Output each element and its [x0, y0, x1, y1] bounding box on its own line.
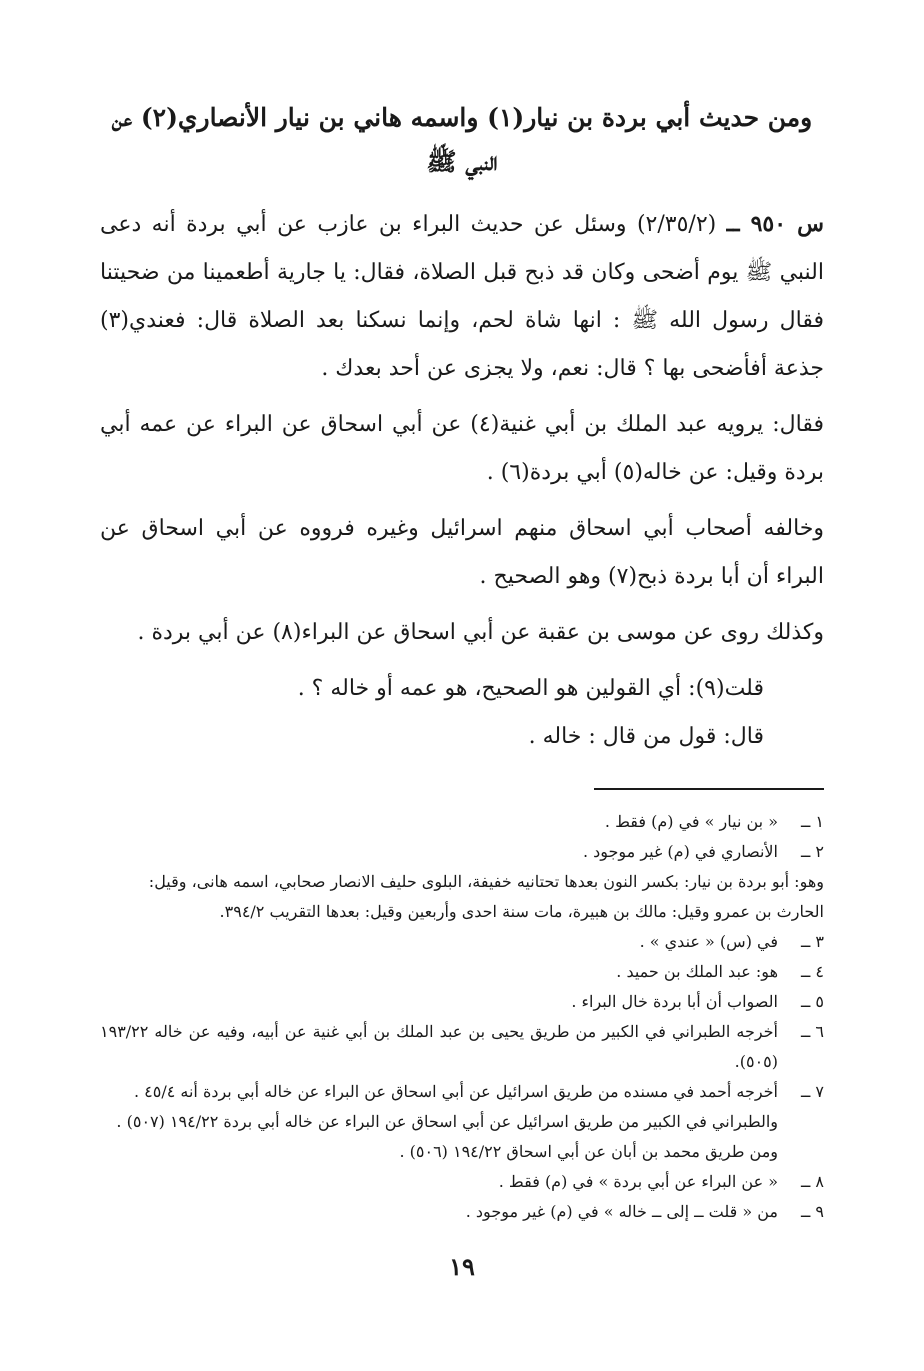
question-number: س ٩٥٠ ــ: [726, 211, 824, 237]
footnote-4: [100, 957, 824, 987]
footnote-text: « عن البراء عن أبي بردة » في (م) فقط .: [498, 1172, 778, 1191]
footnote-7: [100, 1077, 824, 1107]
footnote-text: الصواب أن أبا بردة خال البراء .: [571, 992, 778, 1011]
footnote-number: ٧ ــ: [800, 1082, 824, 1101]
footnote-1: [100, 807, 824, 837]
footnote-8: [100, 1167, 824, 1197]
footnote-5: [100, 987, 824, 1017]
footnote-2: [100, 837, 824, 867]
page-number: ١٩: [449, 1252, 475, 1281]
footnote-7-line: والطبراني في الكبير من طريق اسرائيل عن أبي اسحاق عن البراء عن خاله أبي بردة ١٩٤/٢٢ (٥٠٧) .: [116, 1112, 778, 1131]
footnote-7-line: ومن طريق محمد بن أبان عن أبي اسحاق ١٩٤/٢٢ (٥٠٦) .: [399, 1142, 778, 1161]
footnotes: [100, 807, 824, 1227]
dialogue-answer: قال: قول من قال : خاله .: [528, 724, 764, 749]
footnote-9: [100, 1197, 824, 1227]
footnote-number: ٥ ــ: [800, 992, 824, 1011]
footnote-number: ٨ ــ: [800, 1172, 824, 1191]
answer-paragraph-1: فقال: يرويه عبد الملك بن أبي غنية(٤) عن أبي اسحاق عن البراء عن عمه أبي بردة وقيل: عن خاله(٥) أبي بردة(٦) .: [100, 412, 824, 485]
footnote-6: [100, 1017, 824, 1077]
footnote-text: أخرجه الطبراني في الكبير من طريق يحيى بن عبد الملك بن أبي غنية عن أبيه، وفيه عن خاله ١٩٣/٢٢ (٥٠٥).: [100, 1022, 778, 1071]
footnote-text: أخرجه أحمد في مسنده من طريق اسرائيل عن أبي اسحاق عن البراء عن خاله أبي بردة أنه ٤٥/٤ .: [133, 1082, 778, 1101]
footnote-text: في (س) « عندي » .: [639, 932, 778, 951]
footnote-number: ٣ ــ: [800, 932, 824, 951]
question-paragraph: [100, 200, 824, 393]
dialogue-question: قلت(٩): أي القولين هو الصحيح، هو عمه أو خاله ؟ .: [297, 676, 764, 701]
footnote-text: الأنصاري في (م) غير موجود .: [582, 842, 778, 861]
answer-paragraph-3: وكذلك روى عن موسى بن عقبة عن أبي اسحاق عن البراء(٨) عن أبي بردة .: [137, 620, 824, 645]
section-heading: ومن حديث أبي بردة بن نيار(١) واسمه هاني بن نيار الأنصاري(٢) عن النبي ﷺ: [111, 103, 813, 176]
footnote-text: هو: عبد الملك بن حميد .: [616, 962, 778, 981]
footnote-number: ٢ ــ: [800, 842, 824, 861]
footnote-number: ٩ ــ: [800, 1202, 824, 1221]
footnote-divider: [594, 788, 824, 790]
main-text: [100, 200, 824, 761]
footnote-2-continuation: الحارث بن عمرو وقيل: مالك بن هبيرة، مات سنة احدى وأربعين وقيل: بعدها التقريب ٣٩٤/٢.: [219, 902, 824, 921]
footnote-3: [100, 927, 824, 957]
answer-paragraph-2: وخالفه أصحاب أبي اسحاق منهم اسرائيل وغيره فرووه عن أبي اسحاق عن البراء أن أبا بردة ذبح(٧) وهو الصحيح .: [100, 516, 824, 589]
footnote-2-continuation: وهو: أبو بردة بن نيار: بكسر النون بعدها تحتانيه خفيفة، البلوى حليف الانصار صحابي، اسمه هانى، وقيل:: [148, 872, 824, 891]
footnote-text: « بن نيار » في (م) فقط .: [604, 812, 778, 831]
footnote-number: ٦ ــ: [800, 1022, 824, 1041]
footnote-number: ٤ ــ: [800, 962, 824, 981]
footnote-text: من « قلت ــ إلى ــ خاله » في (م) غير موجود .: [465, 1202, 778, 1221]
footnote-number: ١ ــ: [800, 812, 824, 831]
question-text: (٢/٣٥/٢) وسئل عن حديث البراء بن عازب عن أبي بردة أنه دعى النبي ﷺ يوم أضحى وكان قد ذبح قبل الصلاة، فقال: يا جارية أطعمينا من ضحيتنا فقال رسول الله ﷺ : انها شاة لحم، وإنما نسكنا بعد الصلاة قال: فعندي(٣) جذعة أفأضحى بها ؟ قال: نعم، ولا يجزى عن أحد بعدك .: [100, 212, 824, 381]
